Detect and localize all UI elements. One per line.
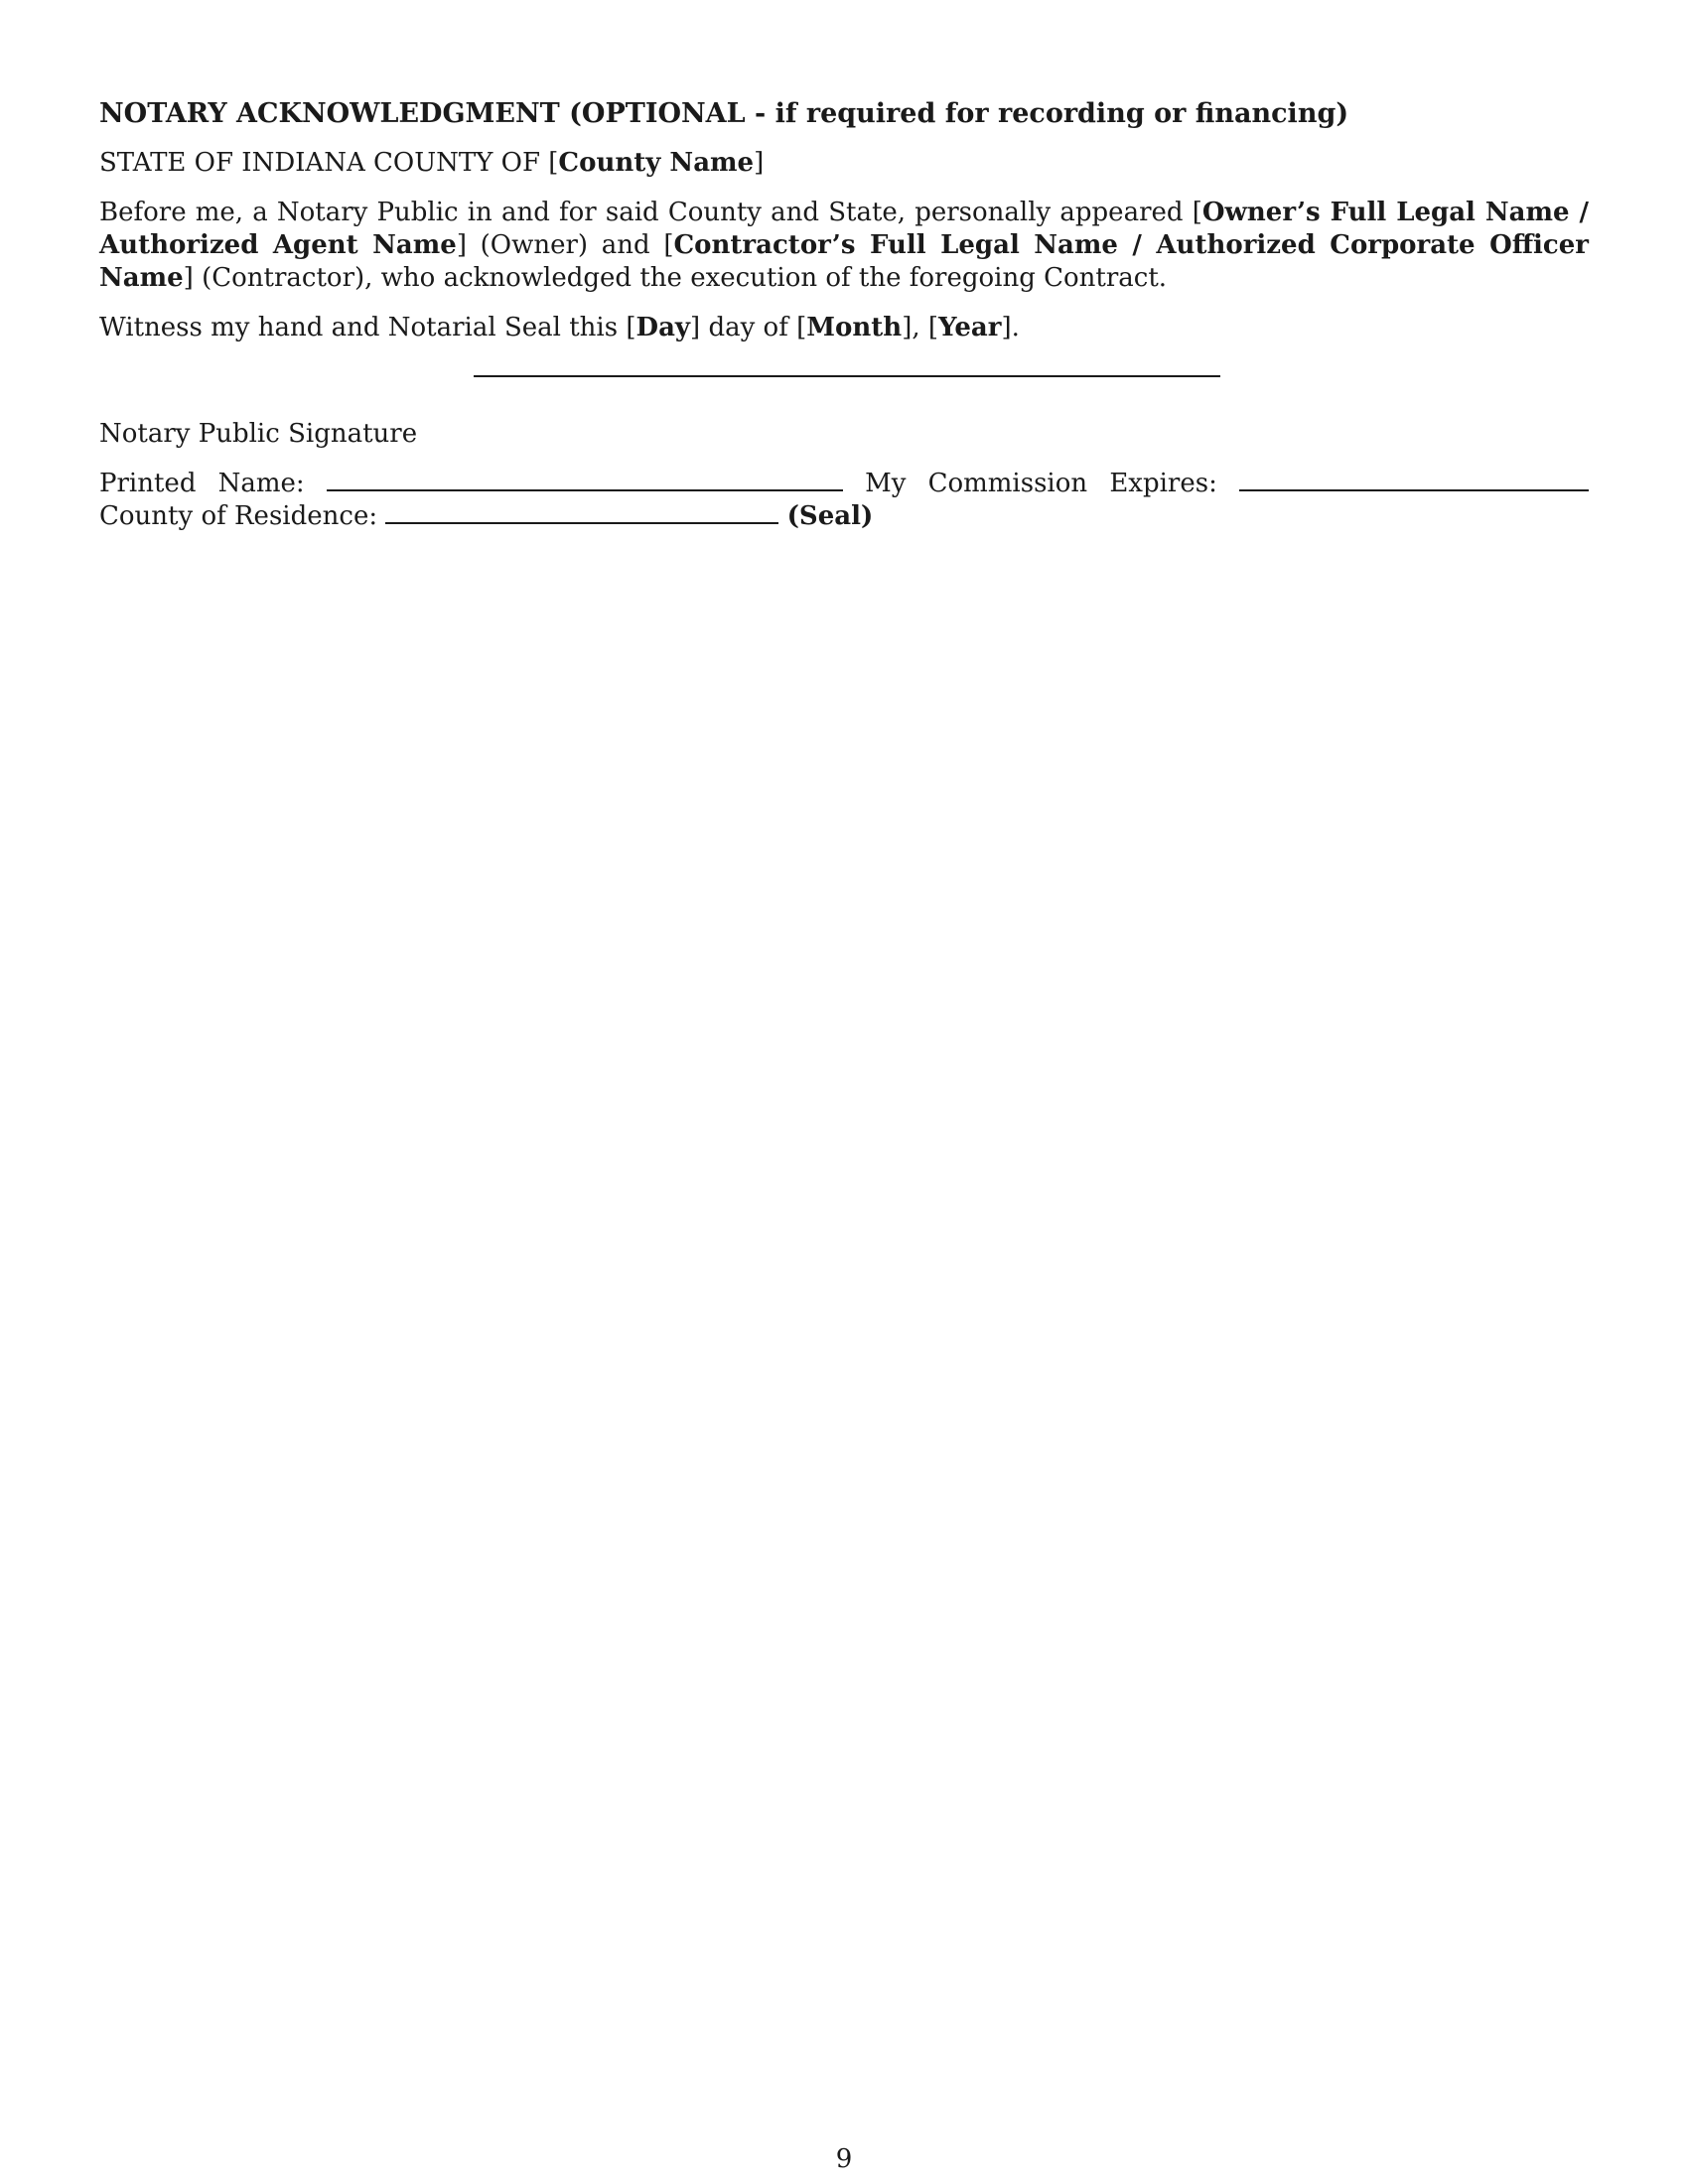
notary-fields xyxy=(99,468,1589,533)
commission-expires-blank[interactable] xyxy=(1239,470,1589,491)
notary-heading: NOTARY ACKNOWLEDGMENT (OPTIONAL - if required for recording or financing) xyxy=(99,98,1349,129)
month-placeholder: Month xyxy=(806,313,903,342)
county-name-placeholder: County Name xyxy=(558,148,755,178)
printed-name-label: Printed Name: xyxy=(99,469,305,498)
commission-expires-label: My Commission Expires: xyxy=(865,469,1217,498)
owner-name-placeholder: Owner’s Full Legal Name / Authorized Agent Name xyxy=(99,198,1589,260)
county-residence-blank[interactable] xyxy=(385,502,778,524)
witness-line: Witness my hand and Notarial Seal this [Day] day of [Month], [Year]. xyxy=(99,313,1020,342)
signature-line-row xyxy=(99,361,1589,401)
county-residence-label: County of Residence: xyxy=(99,501,378,531)
year-placeholder: Year xyxy=(938,313,1002,342)
contractor-name-placeholder: Contractor’s Full Legal Name / Authorized Corporate Officer Name xyxy=(99,230,1590,293)
state-county-line: STATE OF INDIANA COUNTY OF [County Name] xyxy=(99,148,765,178)
appearance-paragraph: Before me, a Notary Public in and for said County and State, personally appeared [Owner’s Full Legal Name / Authorized Agent Name] (Owner) and [Contractor’s Full Legal Name / Authorized Corporate Officer Name] (Contractor), who acknowledged the execution of the foregoing Contract. xyxy=(99,198,1590,293)
state-prefix: STATE OF INDIANA COUNTY OF xyxy=(99,148,549,178)
day-placeholder: Day xyxy=(635,313,691,342)
notary-signature-label: Notary Public Signature xyxy=(99,419,418,449)
notary-signature-line[interactable] xyxy=(474,375,1220,377)
seal-label: (Seal) xyxy=(786,501,874,531)
notary-acknowledgment-page xyxy=(99,97,1589,550)
page-number: 9 xyxy=(835,2144,853,2174)
printed-name-blank[interactable] xyxy=(327,470,843,491)
